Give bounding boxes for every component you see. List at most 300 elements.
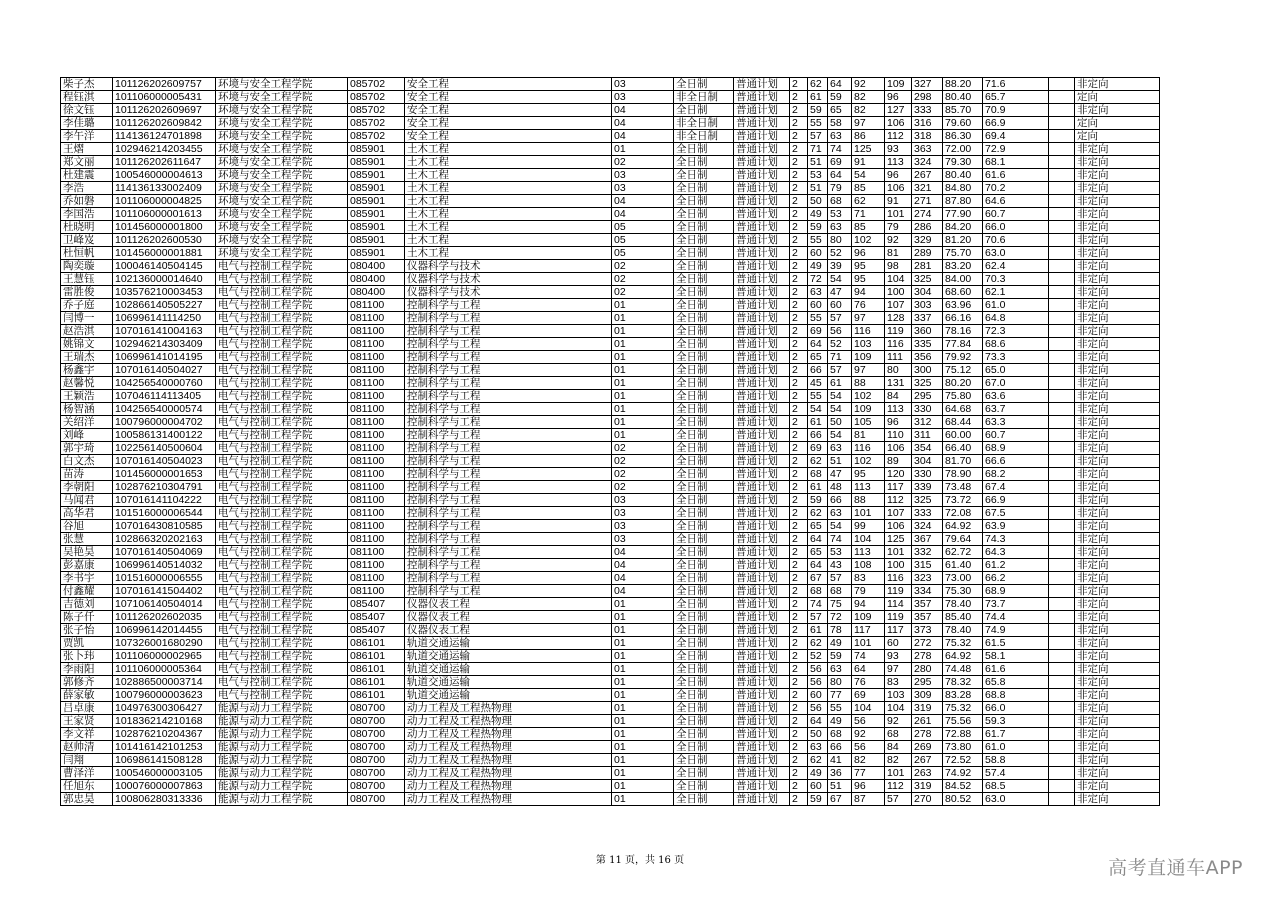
cell-foreign-lang: 57	[828, 364, 852, 377]
cell-orientation: 非定向	[1075, 312, 1160, 325]
cell-total: 363	[912, 143, 943, 156]
cell-subject-1: 88	[852, 377, 885, 390]
cell-orientation: 非定向	[1075, 637, 1160, 650]
cell-politics: 55	[808, 117, 828, 130]
cell-name: 李佳璐	[61, 117, 113, 130]
cell-foreign-lang: 71	[828, 351, 852, 364]
cell-subject-2: 98	[885, 260, 912, 273]
cell-orientation: 非定向	[1075, 338, 1160, 351]
cell-exam-id: 101106000004825	[113, 195, 216, 208]
cell-orientation: 非定向	[1075, 169, 1160, 182]
cell-study-mode: 全日制	[674, 598, 734, 611]
cell-final-score: 62.1	[983, 286, 1049, 299]
cell-plan-type: 普通计划	[734, 351, 790, 364]
cell-subject-1: 82	[852, 91, 885, 104]
cell-foreign-lang: 59	[828, 650, 852, 663]
cell-retest-score: 81.70	[943, 455, 983, 468]
cell-college: 环境与安全工程学院	[216, 130, 348, 143]
cell-direction: 01	[612, 364, 674, 377]
cell-total: 271	[912, 195, 943, 208]
cell-study-mode: 全日制	[674, 260, 734, 273]
cell-subject-1: 104	[852, 533, 885, 546]
cell-foreign-lang: 50	[828, 416, 852, 429]
cell-total: 332	[912, 546, 943, 559]
cell-foreign-lang: 74	[828, 143, 852, 156]
cell-orientation: 非定向	[1075, 520, 1160, 533]
cell-plan-type: 普通计划	[734, 91, 790, 104]
cell-name: 王慧钰	[61, 273, 113, 286]
cell-politics: 59	[808, 793, 828, 806]
cell-orientation: 非定向	[1075, 494, 1160, 507]
cell-retest-score: 64.68	[943, 403, 983, 416]
cell-retest-score: 75.70	[943, 247, 983, 260]
cell-politics: 72	[808, 273, 828, 286]
cell-name: 关绍洋	[61, 416, 113, 429]
cell-subject-2: 101	[885, 767, 912, 780]
cell-subject-2: 119	[885, 325, 912, 338]
cell-major-name: 土木工程	[405, 169, 612, 182]
cell-col-2: 2	[790, 104, 808, 117]
cell-orientation: 非定向	[1075, 468, 1160, 481]
cell-foreign-lang: 51	[828, 455, 852, 468]
cell-col-2: 2	[790, 767, 808, 780]
cell-name: 闫翔	[61, 754, 113, 767]
cell-politics: 60	[808, 689, 828, 702]
cell-plan-type: 普通计划	[734, 780, 790, 793]
cell-subject-1: 85	[852, 221, 885, 234]
cell-note	[1049, 663, 1075, 676]
cell-college: 电气与控制工程学院	[216, 546, 348, 559]
cell-study-mode: 全日制	[674, 377, 734, 390]
cell-college: 电气与控制工程学院	[216, 429, 348, 442]
cell-retest-score: 84.80	[943, 182, 983, 195]
cell-major-name: 安全工程	[405, 117, 612, 130]
cell-subject-1: 117	[852, 624, 885, 637]
cell-plan-type: 普通计划	[734, 689, 790, 702]
cell-subject-2: 91	[885, 195, 912, 208]
cell-major-name: 控制科学与工程	[405, 338, 612, 351]
cell-major-code: 081100	[348, 494, 405, 507]
cell-subject-2: 57	[885, 793, 912, 806]
cell-retest-score: 78.40	[943, 624, 983, 637]
cell-plan-type: 普通计划	[734, 312, 790, 325]
cell-total: 323	[912, 572, 943, 585]
cell-orientation: 非定向	[1075, 429, 1160, 442]
cell-subject-2: 117	[885, 481, 912, 494]
cell-foreign-lang: 57	[828, 572, 852, 585]
cell-final-score: 73.3	[983, 351, 1049, 364]
cell-final-score: 64.6	[983, 195, 1049, 208]
cell-final-score: 69.4	[983, 130, 1049, 143]
cell-major-code: 085901	[348, 143, 405, 156]
cell-col-2: 2	[790, 715, 808, 728]
cell-foreign-lang: 63	[828, 442, 852, 455]
cell-college: 电气与控制工程学院	[216, 468, 348, 481]
cell-college: 电气与控制工程学院	[216, 650, 348, 663]
cell-direction: 01	[612, 611, 674, 624]
cell-total: 315	[912, 559, 943, 572]
cell-final-score: 66.6	[983, 455, 1049, 468]
cell-politics: 61	[808, 91, 828, 104]
cell-total: 319	[912, 702, 943, 715]
cell-retest-score: 79.64	[943, 533, 983, 546]
cell-college: 电气与控制工程学院	[216, 416, 348, 429]
cell-politics: 56	[808, 702, 828, 715]
cell-exam-id: 100546000003105	[113, 767, 216, 780]
cell-direction: 01	[612, 338, 674, 351]
cell-name: 苗涛	[61, 468, 113, 481]
cell-plan-type: 普通计划	[734, 507, 790, 520]
cell-col-2: 2	[790, 650, 808, 663]
cell-subject-1: 95	[852, 468, 885, 481]
cell-major-name: 控制科学与工程	[405, 416, 612, 429]
cell-subject-1: 94	[852, 286, 885, 299]
cell-plan-type: 普通计划	[734, 663, 790, 676]
cell-major-code: 086101	[348, 663, 405, 676]
cell-exam-id: 100076000007863	[113, 780, 216, 793]
cell-politics: 49	[808, 208, 828, 221]
cell-exam-id: 107016141504402	[113, 585, 216, 598]
cell-study-mode: 非全日制	[674, 91, 734, 104]
cell-total: 300	[912, 364, 943, 377]
cell-major-name: 安全工程	[405, 78, 612, 91]
cell-direction: 01	[612, 377, 674, 390]
cell-orientation: 定向	[1075, 91, 1160, 104]
cell-note	[1049, 741, 1075, 754]
cell-study-mode: 全日制	[674, 169, 734, 182]
cell-subject-1: 76	[852, 676, 885, 689]
cell-major-code: 085901	[348, 169, 405, 182]
cell-col-2: 2	[790, 572, 808, 585]
cell-orientation: 非定向	[1075, 728, 1160, 741]
cell-subject-1: 83	[852, 572, 885, 585]
cell-retest-score: 78.16	[943, 325, 983, 338]
table-row	[61, 559, 1160, 572]
cell-subject-1: 103	[852, 338, 885, 351]
cell-major-name: 仪器科学与技术	[405, 286, 612, 299]
cell-note	[1049, 364, 1075, 377]
cell-major-name: 仪器仪表工程	[405, 624, 612, 637]
table-row	[61, 182, 1160, 195]
cell-name: 李国浩	[61, 208, 113, 221]
cell-name: 赵帅清	[61, 741, 113, 754]
cell-note	[1049, 78, 1075, 91]
cell-politics: 50	[808, 728, 828, 741]
cell-plan-type: 普通计划	[734, 702, 790, 715]
cell-total: 261	[912, 715, 943, 728]
cell-note	[1049, 390, 1075, 403]
cell-orientation: 非定向	[1075, 793, 1160, 806]
cell-orientation: 非定向	[1075, 754, 1160, 767]
cell-subject-2: 84	[885, 741, 912, 754]
table-row	[61, 533, 1160, 546]
cell-major-name: 土木工程	[405, 208, 612, 221]
cell-direction: 02	[612, 481, 674, 494]
cell-retest-score: 73.00	[943, 572, 983, 585]
cell-direction: 01	[612, 624, 674, 637]
cell-exam-id: 101106000005431	[113, 91, 216, 104]
cell-name: 王熠	[61, 143, 113, 156]
cell-total: 270	[912, 793, 943, 806]
cell-politics: 60	[808, 247, 828, 260]
cell-total: 357	[912, 598, 943, 611]
cell-total: 304	[912, 455, 943, 468]
cell-major-name: 动力工程及工程热物理	[405, 754, 612, 767]
cell-retest-score: 84.20	[943, 221, 983, 234]
cell-retest-score: 79.60	[943, 117, 983, 130]
cell-study-mode: 全日制	[674, 78, 734, 91]
cell-note	[1049, 455, 1075, 468]
cell-orientation: 非定向	[1075, 390, 1160, 403]
cell-college: 能源与动力工程学院	[216, 702, 348, 715]
cell-subject-2: 68	[885, 728, 912, 741]
cell-study-mode: 全日制	[674, 429, 734, 442]
cell-major-code: 086101	[348, 676, 405, 689]
cell-subject-2: 111	[885, 351, 912, 364]
cell-subject-1: 56	[852, 741, 885, 754]
cell-plan-type: 普通计划	[734, 130, 790, 143]
table-row	[61, 104, 1160, 117]
cell-foreign-lang: 52	[828, 338, 852, 351]
cell-note	[1049, 299, 1075, 312]
cell-note	[1049, 507, 1075, 520]
cell-col-2: 2	[790, 468, 808, 481]
cell-retest-score: 79.30	[943, 156, 983, 169]
cell-major-code: 085702	[348, 130, 405, 143]
cell-foreign-lang: 54	[828, 390, 852, 403]
cell-major-code: 081100	[348, 416, 405, 429]
cell-politics: 65	[808, 351, 828, 364]
cell-orientation: 非定向	[1075, 546, 1160, 559]
cell-col-2: 2	[790, 325, 808, 338]
cell-orientation: 非定向	[1075, 767, 1160, 780]
cell-plan-type: 普通计划	[734, 273, 790, 286]
cell-direction: 01	[612, 299, 674, 312]
cell-subject-1: 96	[852, 780, 885, 793]
cell-col-2: 2	[790, 299, 808, 312]
cell-foreign-lang: 68	[828, 585, 852, 598]
cell-note	[1049, 728, 1075, 741]
cell-note	[1049, 780, 1075, 793]
cell-retest-score: 74.48	[943, 663, 983, 676]
cell-orientation: 非定向	[1075, 741, 1160, 754]
cell-col-2: 2	[790, 156, 808, 169]
cell-orientation: 非定向	[1075, 715, 1160, 728]
cell-direction: 01	[612, 598, 674, 611]
cell-direction: 01	[612, 676, 674, 689]
cell-exam-id: 103576210003453	[113, 286, 216, 299]
cell-politics: 59	[808, 494, 828, 507]
cell-direction: 03	[612, 494, 674, 507]
cell-orientation: 非定向	[1075, 702, 1160, 715]
cell-plan-type: 普通计划	[734, 117, 790, 130]
cell-subject-2: 120	[885, 468, 912, 481]
cell-direction: 02	[612, 442, 674, 455]
cell-total: 316	[912, 117, 943, 130]
cell-final-score: 61.6	[983, 169, 1049, 182]
cell-direction: 02	[612, 468, 674, 481]
cell-retest-score: 77.84	[943, 338, 983, 351]
cell-subject-1: 101	[852, 507, 885, 520]
cell-final-score: 66.2	[983, 572, 1049, 585]
cell-college: 环境与安全工程学院	[216, 221, 348, 234]
cell-subject-1: 113	[852, 546, 885, 559]
table-row	[61, 611, 1160, 624]
cell-study-mode: 全日制	[674, 325, 734, 338]
cell-final-score: 67.4	[983, 481, 1049, 494]
cell-col-2: 2	[790, 416, 808, 429]
table-row	[61, 598, 1160, 611]
cell-retest-score: 79.92	[943, 351, 983, 364]
cell-foreign-lang: 47	[828, 468, 852, 481]
cell-subject-2: 128	[885, 312, 912, 325]
cell-note	[1049, 182, 1075, 195]
cell-subject-2: 109	[885, 78, 912, 91]
cell-note	[1049, 520, 1075, 533]
cell-major-code: 081100	[348, 429, 405, 442]
cell-exam-id: 101106000002965	[113, 650, 216, 663]
cell-total: 333	[912, 507, 943, 520]
cell-direction: 01	[612, 754, 674, 767]
cell-foreign-lang: 59	[828, 91, 852, 104]
cell-major-code: 081100	[348, 364, 405, 377]
cell-col-2: 2	[790, 663, 808, 676]
cell-direction: 04	[612, 130, 674, 143]
cell-direction: 01	[612, 728, 674, 741]
cell-note	[1049, 286, 1075, 299]
cell-col-2: 2	[790, 455, 808, 468]
cell-college: 环境与安全工程学院	[216, 182, 348, 195]
cell-major-code: 085702	[348, 117, 405, 130]
cell-major-name: 土木工程	[405, 143, 612, 156]
cell-college: 环境与安全工程学院	[216, 104, 348, 117]
table-row	[61, 663, 1160, 676]
table-row	[61, 767, 1160, 780]
cell-final-score: 70.6	[983, 234, 1049, 247]
table-row	[61, 572, 1160, 585]
cell-direction: 01	[612, 390, 674, 403]
cell-study-mode: 全日制	[674, 156, 734, 169]
cell-total: 357	[912, 611, 943, 624]
cell-major-code: 081100	[348, 351, 405, 364]
cell-college: 电气与控制工程学院	[216, 312, 348, 325]
cell-college: 电气与控制工程学院	[216, 455, 348, 468]
cell-col-2: 2	[790, 312, 808, 325]
cell-politics: 68	[808, 468, 828, 481]
cell-plan-type: 普通计划	[734, 260, 790, 273]
cell-exam-id: 100806280313336	[113, 793, 216, 806]
cell-final-score: 66.0	[983, 702, 1049, 715]
cell-subject-1: 87	[852, 793, 885, 806]
cell-col-2: 2	[790, 494, 808, 507]
cell-politics: 50	[808, 195, 828, 208]
cell-major-name: 安全工程	[405, 130, 612, 143]
cell-plan-type: 普通计划	[734, 78, 790, 91]
cell-retest-score: 84.52	[943, 780, 983, 793]
cell-major-code: 081100	[348, 377, 405, 390]
cell-major-code: 081100	[348, 403, 405, 416]
cell-subject-2: 100	[885, 286, 912, 299]
cell-retest-score: 75.32	[943, 702, 983, 715]
cell-plan-type: 普通计划	[734, 156, 790, 169]
table-row	[61, 143, 1160, 156]
cell-orientation: 非定向	[1075, 507, 1160, 520]
cell-final-score: 65.7	[983, 91, 1049, 104]
cell-plan-type: 普通计划	[734, 247, 790, 260]
cell-politics: 62	[808, 455, 828, 468]
cell-major-code: 080400	[348, 273, 405, 286]
cell-study-mode: 全日制	[674, 455, 734, 468]
cell-major-name: 动力工程及工程热物理	[405, 715, 612, 728]
cell-direction: 02	[612, 286, 674, 299]
cell-subject-1: 109	[852, 351, 885, 364]
cell-exam-id: 102256140500604	[113, 442, 216, 455]
cell-subject-2: 131	[885, 377, 912, 390]
cell-study-mode: 全日制	[674, 312, 734, 325]
cell-orientation: 非定向	[1075, 416, 1160, 429]
cell-study-mode: 全日制	[674, 390, 734, 403]
cell-major-name: 控制科学与工程	[405, 390, 612, 403]
cell-name: 张子怡	[61, 624, 113, 637]
cell-note	[1049, 702, 1075, 715]
cell-exam-id: 107106140504014	[113, 598, 216, 611]
cell-exam-id: 106996141014195	[113, 351, 216, 364]
cell-col-2: 2	[790, 273, 808, 286]
cell-subject-2: 92	[885, 234, 912, 247]
cell-total: 298	[912, 91, 943, 104]
cell-retest-score: 78.40	[943, 598, 983, 611]
cell-major-code: 085407	[348, 611, 405, 624]
cell-exam-id: 101126202600530	[113, 234, 216, 247]
table-row	[61, 585, 1160, 598]
cell-college: 电气与控制工程学院	[216, 273, 348, 286]
table-row	[61, 650, 1160, 663]
cell-col-2: 2	[790, 585, 808, 598]
cell-note	[1049, 689, 1075, 702]
cell-total: 263	[912, 767, 943, 780]
cell-politics: 69	[808, 325, 828, 338]
cell-plan-type: 普通计划	[734, 585, 790, 598]
cell-total: 373	[912, 624, 943, 637]
cell-college: 环境与安全工程学院	[216, 156, 348, 169]
cell-plan-type: 普通计划	[734, 403, 790, 416]
cell-subject-2: 104	[885, 702, 912, 715]
cell-plan-type: 普通计划	[734, 637, 790, 650]
cell-subject-1: 116	[852, 442, 885, 455]
cell-name: 吴艳昊	[61, 546, 113, 559]
cell-col-2: 2	[790, 559, 808, 572]
table-row	[61, 403, 1160, 416]
cell-plan-type: 普通计划	[734, 286, 790, 299]
cell-major-code: 080400	[348, 286, 405, 299]
table-row	[61, 338, 1160, 351]
cell-total: 309	[912, 689, 943, 702]
cell-col-2: 2	[790, 247, 808, 260]
cell-note	[1049, 325, 1075, 338]
cell-plan-type: 普通计划	[734, 468, 790, 481]
cell-direction: 01	[612, 351, 674, 364]
cell-final-score: 68.6	[983, 338, 1049, 351]
page-footer: 第 11 页，共 16 页	[595, 855, 685, 866]
cell-foreign-lang: 39	[828, 260, 852, 273]
cell-major-code: 081100	[348, 585, 405, 598]
cell-direction: 03	[612, 520, 674, 533]
cell-major-code: 081100	[348, 442, 405, 455]
cell-orientation: 非定向	[1075, 299, 1160, 312]
cell-subject-2: 97	[885, 663, 912, 676]
cell-plan-type: 普通计划	[734, 481, 790, 494]
cell-note	[1049, 767, 1075, 780]
